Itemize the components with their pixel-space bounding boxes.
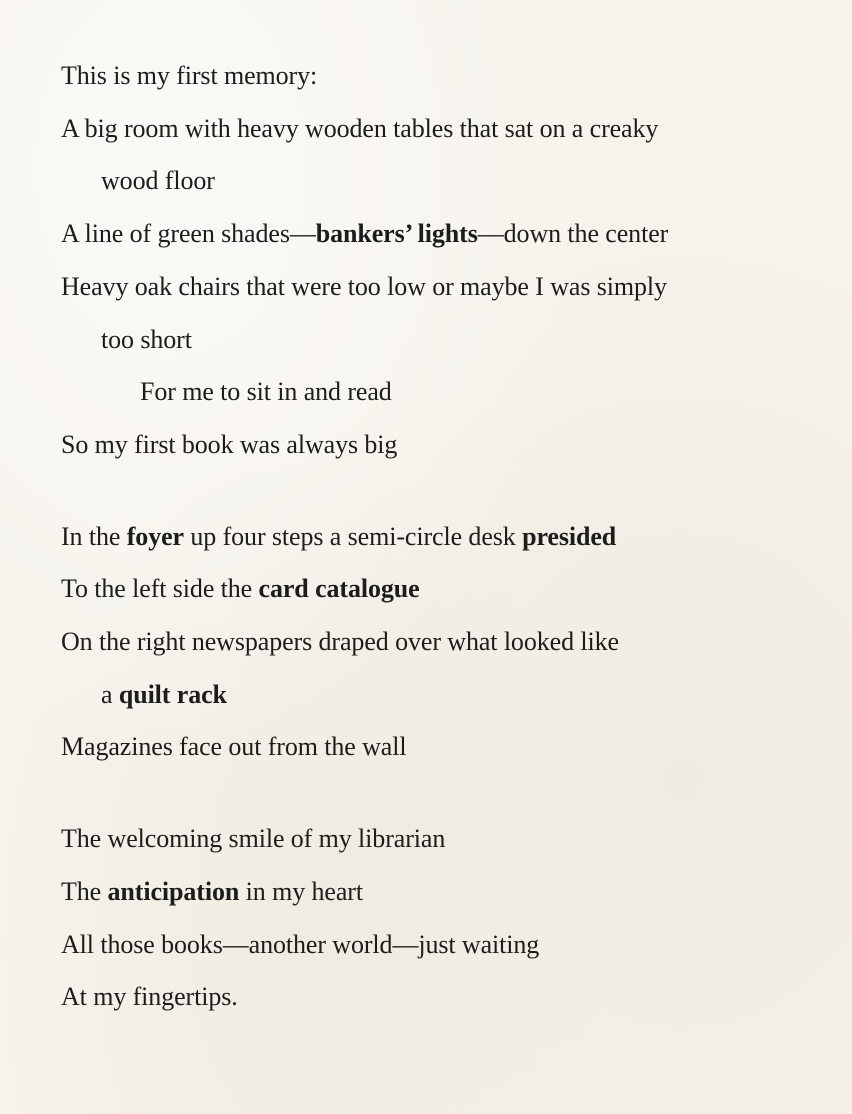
glossary-term-foyer: foyer xyxy=(126,521,184,551)
stanza-3 xyxy=(61,813,832,1024)
glossary-term-presided: presided xyxy=(522,521,617,551)
glossary-term-anticipation: anticipation xyxy=(107,876,240,906)
poem-line: This is my first memory: xyxy=(61,61,318,90)
poem-line-continuation: wood floor xyxy=(101,166,215,196)
text-run: a xyxy=(101,679,119,709)
poem-line xyxy=(61,563,832,616)
glossary-term-quilt-rack: quilt rack xyxy=(118,679,227,709)
text-run: The xyxy=(61,876,108,906)
text-run: To the left side the xyxy=(61,574,259,604)
poem-line: On the right newspapers draped over what looked like xyxy=(61,627,619,657)
stanza-1 xyxy=(61,50,832,472)
stanza-2 xyxy=(61,511,832,775)
text-run: —down the center xyxy=(477,219,669,249)
poem-line xyxy=(61,208,832,261)
glossary-term-bankers-lights: bankers’ lights xyxy=(315,219,478,249)
poem-line: Magazines face out from the wall xyxy=(61,732,407,762)
poem-line: At my fingertips. xyxy=(61,982,238,1012)
poem-line: All those books—another world—just waiting xyxy=(61,929,540,959)
poem-line: The welcoming smile of my librarian xyxy=(61,824,446,854)
text-run: In the xyxy=(61,521,127,551)
poem-line: So my first book was always big xyxy=(61,429,398,459)
glossary-term-card-catalogue: card catalogue xyxy=(258,574,420,604)
poem-line xyxy=(61,511,832,564)
poem-line: A big room with heavy wooden tables that sat on a creaky xyxy=(61,113,659,143)
text-run: in my heart xyxy=(239,876,363,906)
poem-line-continuation xyxy=(61,669,832,722)
text-run: A line of green shades— xyxy=(61,219,316,249)
poem-line-continuation: too short xyxy=(101,324,192,354)
poem-line xyxy=(61,866,832,919)
poem-line-indented: For me to sit in and read xyxy=(140,377,392,407)
poem-line: Heavy oak chairs that were too low or maybe I was simply xyxy=(61,271,667,301)
text-run: up four steps a semi-circle desk xyxy=(183,521,523,551)
